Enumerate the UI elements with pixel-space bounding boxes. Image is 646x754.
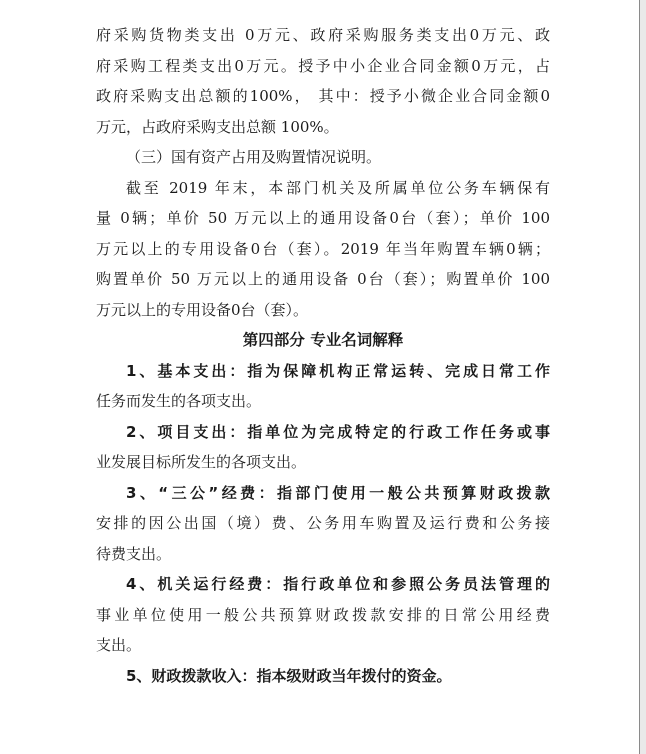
term-definition-line: 4、机关运行经费：指行政单位和参照公务员法管理的 [126, 575, 550, 593]
term-definition-line: 3、“三公”经费：指部门使用一般公共预算财政拨款 [126, 483, 550, 502]
text-line: 安排的因公出国（境）费、公务用车购置及运行费和公务接 [96, 514, 550, 532]
text-line: 截至 2019 年末，本部门机关及所属单位公务车辆保有 [126, 178, 550, 197]
term-definition-line: 5、财政拨款收入：指本级财政当年拨付的资金。 [126, 666, 452, 685]
text-line: 政府采购支出总额的100%， 其中：授予小微企业合同金额0 [96, 87, 550, 105]
term-definition-line: 2、项目支出：指单位为完成特定的行政工作任务或事 [126, 422, 550, 441]
text-line: 量 0辆；单价 50 万元以上的通用设备0台（套）；单价 100 [96, 209, 550, 227]
text-line: 待费支出。 [96, 544, 172, 563]
text-line: 业发展目标所发生的各项支出。 [96, 453, 307, 471]
text-line: 府采购货物类支出 0万元、政府采购服务类支出0万元、政 [96, 26, 550, 44]
text-line: 万元以上的专用设备0台（套）。2019 年当年购置车辆0辆； [96, 239, 550, 258]
document-body [96, 20, 550, 691]
text-line: 购置单价 50 万元以上的通用设备 0台（套）；购置单价 100 [96, 270, 550, 288]
text-line: 府采购工程类支出0万元。授予中小企业合同金额0万元，占 [96, 56, 550, 75]
page-edge-shadow [640, 0, 646, 754]
text-line: 事业单位使用一般公共预算财政拨款安排的日常公用经费 [96, 605, 550, 624]
term-definition-line: 1、基本支出：指为保障机构正常运转、完成日常工作 [126, 361, 550, 380]
section-heading: 第四部分 专业名词解释 [242, 331, 404, 349]
text-line: 任务而发生的各项支出。 [96, 392, 262, 410]
text-line: 万元以上的专用设备0台（套）。 [96, 300, 309, 319]
section-subheading: （三）国有资产占用及购置情况说明。 [126, 148, 382, 166]
text-line: 支出。 [96, 636, 142, 654]
text-line: 万元，占政府采购支出总额 100%。 [96, 117, 339, 136]
